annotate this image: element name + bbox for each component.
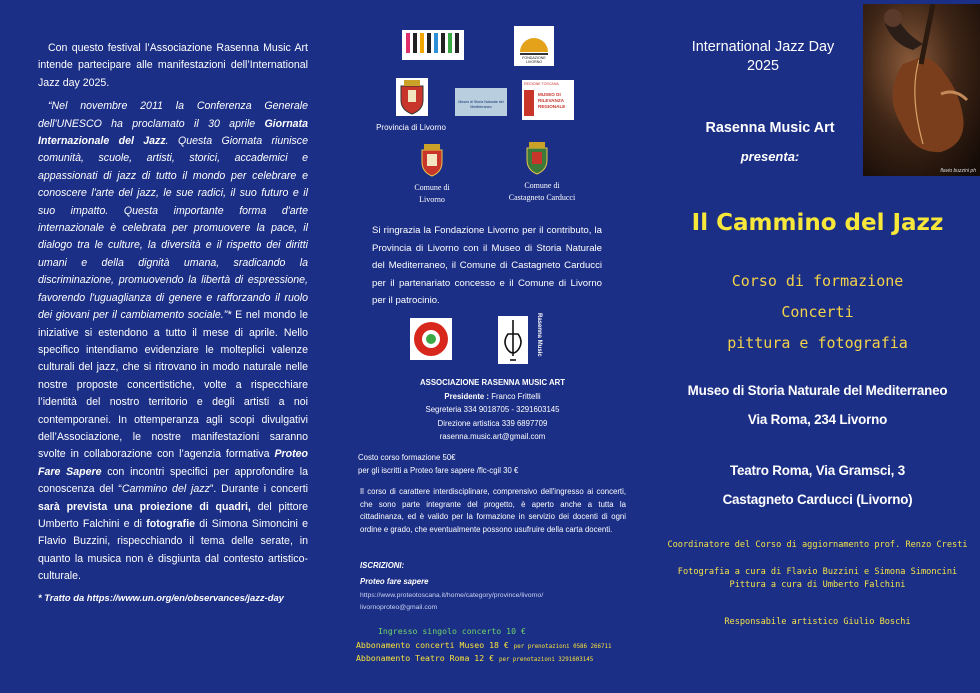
rasenna-side-label — [532, 313, 542, 365]
body-text-g: del pittore Umberto Falchini e di — [38, 500, 308, 530]
abbonamento-teatro-line — [356, 653, 593, 663]
foto-credit: Fotografia a cura di Flavio Buzzini e Simona Simoncini — [677, 567, 958, 577]
jazz-day-line-1: International Jazz Day — [691, 39, 835, 55]
proiezione-highlight: sarà prevista una proiezione di quadri, — [38, 500, 251, 513]
piano-keys-logo — [402, 30, 464, 60]
segreteria-line: Segreteria 334 9018705 - 3291603145 — [425, 405, 560, 414]
rasenna-side-text: Rasenna Music — [536, 313, 542, 357]
iscrizioni-label: ISCRIZIONI: — [360, 561, 405, 570]
corso-paragraph: Il corso di carattere interdisciplinare, comprensivo dell'ingresso ai concerti, che sono parte integrante del progetto, è aperto anche a tutta la cittadinanza, ed è valido per la formazione in servizio dei docenti di ogni ordine e grado, che eventualmente possono usufruire della carta docenti. — [360, 487, 626, 534]
comune-livorno-crest-icon — [418, 142, 446, 178]
event-subtitles — [655, 266, 980, 359]
comune-livorno-b: Livorno — [419, 195, 445, 204]
museo-storia-naturale-logo — [455, 88, 507, 116]
regione-bar — [524, 90, 534, 116]
proteo-highlight: Proteo Fare Sapere — [38, 448, 308, 478]
subtitle-pittura: pittura e fotografia — [727, 334, 908, 352]
venue-teatro — [655, 456, 980, 514]
cammino-highlight: Cammino del jazz — [121, 483, 210, 496]
body-text-e: ”. Durante i concerti — [209, 483, 308, 496]
column-sponsors — [330, 0, 655, 693]
event-title: Il Cammino del Jazz — [691, 210, 944, 236]
quote-paragraph — [38, 98, 308, 585]
abbonamento-museo: Abbonamento concerti Museo 18 € — [356, 640, 509, 650]
costo-block — [358, 452, 628, 477]
quote-text-c: . Questa Giornata riunisce comunità, scuole, artisti, storici, accademici e appassionati di jazz di tutto il mondo per celebrare e conoscere l'arte del jazz, le sue radici, il suo futuro e il suo impatto. Questa importante forma d'arte internazionale è celebrata per promuovere la pace, il dialogo tra le culture, la diversità e il rispetto dei diritti umani e della dignità umana, sradicando la discriminazione, promuovendo la libertà di espressione, favorendo l'uguaglianza di genere e rafforzando il ruolo dei giovani per il cambiamento sociale.”* — [38, 135, 308, 322]
venue-museo-address: Via Roma, 234 Livorno — [747, 412, 888, 427]
abbonamento-teatro: Abbonamento Teatro Roma 12 € — [356, 653, 495, 663]
organizer-name: Rasenna Music Art — [705, 120, 835, 136]
subtitle-corso: Corso di formazione — [731, 272, 904, 290]
intro-paragraph: Con questo festival l’Associazione Rasenna Music Art intende partecipare alle manifestazioni dell’International Jazz day 2025. — [38, 42, 308, 89]
presidente-line — [330, 390, 655, 404]
direzione-line: Direzione artistica 339 6897709 — [437, 418, 548, 428]
comune-castagneto-a: Comune di — [524, 181, 560, 190]
museo-logo-text: Museo di Storia Naturale del Mediterraneo — [458, 100, 504, 109]
presidente-name: Franco Frittelli — [489, 391, 541, 401]
abbonamento-museo-prenot: per prenotazioni 0586 266711 — [513, 644, 612, 650]
body-text-i: di Simona Simoncini e Flavio Buzzini, rispecchiando il tema delle serate, in quanto la musica non è disgiunta dal contesto artistico-culturale. — [38, 517, 308, 583]
venue-museo-name: Museo di Storia Naturale del Mediterraneo — [687, 383, 948, 398]
rilevanza-text: MUSEO DI RILEVANZA REGIONALE — [538, 92, 566, 109]
jazz-day-heading — [665, 38, 861, 76]
double-bass-photo — [863, 4, 980, 176]
costo-line-1: Costo corso formazione 50€ — [358, 453, 456, 462]
comune-livorno-a: Comune di — [414, 183, 450, 192]
proteo-email-link[interactable]: livornoproteo@gmail.com — [360, 604, 438, 612]
comune-castagneto-b: Castagneto Carducci — [508, 193, 576, 202]
provincia-crest-icon — [396, 78, 428, 116]
credits-block — [655, 566, 980, 592]
regione-text: REGIONE TOSCANA — [524, 82, 559, 86]
column-intro — [0, 0, 330, 693]
double-bass-icon — [498, 316, 528, 364]
rasenna-red-logo — [410, 318, 452, 360]
venue-teatro-name: Teatro Roma, Via Gramsci, 3 — [730, 463, 905, 478]
association-email[interactable]: rasenna.music.art@gmail.com — [439, 432, 546, 441]
presenta-label: presenta: — [740, 149, 800, 164]
comune-castagneto-crest-icon — [524, 140, 550, 176]
body-text-a: E nel mondo le iniziative si estendono a tutto il mese di aprile. Nello specifico intendiamo evidenziare le molteplici valenze culturali del jazz, che si ritrovano in modo naturale nelle nostre proposte concertistiche, volte a rispecchiare l’identità del nostro territorio e degli artisti a noi contemporanei. In ottemperanza agli scopi divulgativi dell’Associazione, le nostre manifestazioni saranno svolte in collaborazione con l’agenzia formativa — [38, 309, 308, 461]
abbonamento-museo-line — [356, 640, 611, 650]
body-text-c: con incontri specifici per approfondire la conoscenza del “ — [38, 465, 308, 496]
pittura-credit: Pittura a cura di Umberto Falchini — [729, 580, 906, 590]
venue-museo — [655, 376, 980, 434]
coordinatore-line: Coordinatore del Corso di aggiornamento prof. Renzo Cresti — [667, 540, 968, 550]
association-info — [330, 376, 655, 444]
association-title: ASSOCIAZIONE RASENNA MUSIC ART — [420, 378, 565, 387]
quote-highlight: Giornata Internazionale del Jazz — [38, 117, 308, 148]
fotografie-highlight: fotografie — [146, 517, 196, 530]
fondazione-logo-text: FONDAZIONE LIVORNO — [522, 56, 546, 64]
fondazione-livorno-logo — [514, 26, 554, 66]
abbonamento-teatro-prenot: per prenotazioni 3291603145 — [498, 657, 594, 663]
column-cover — [655, 0, 980, 693]
footnote: * Tratto da https://www.un.org/en/observances/jazz-day — [38, 591, 284, 603]
venue-teatro-address: Castagneto Carducci (Livorno) — [722, 492, 913, 507]
quote-text-a: “Nel novembre 2011 la Conferenza Generale dell'UNESCO ha proclamato il 30 aprile — [38, 100, 308, 130]
comune-livorno-label — [394, 182, 470, 206]
comune-castagneto-label — [494, 180, 590, 204]
subtitle-concerti: Concerti — [781, 303, 854, 321]
ingresso-line: Ingresso singolo concerto 10 € — [378, 626, 526, 636]
costo-line-2: per gli iscritti a Proteo fare sapere /flc-cgil 30 € — [358, 465, 519, 475]
presidente-label: Presidente : — [444, 391, 490, 401]
proteo-url-link[interactable]: https://www.proteotoscana.it/home/category/province/livorno/ — [360, 592, 544, 600]
jazz-day-line-2: 2025 — [746, 58, 779, 74]
iscrizioni-block — [360, 560, 630, 614]
provincia-label: Provincia di Livorno — [376, 123, 446, 132]
responsabile-line: Responsabile artistico Giulio Boschi — [724, 617, 911, 627]
museo-rilevanza-regionale-logo — [522, 80, 574, 120]
proteo-label: Proteo fare sapere — [360, 576, 429, 586]
thanks-paragraph: Si ringrazia la Fondazione Livorno per il contributo, la Provincia di Livorno con il Museo di Storia Naturale del Mediterraneo, il Comune di Castagneto Carducci per il partenariato concesso e il Comune di Livorno per il patrocinio. — [372, 225, 602, 307]
photo-caption: flavio buzzini ph — [940, 168, 976, 174]
